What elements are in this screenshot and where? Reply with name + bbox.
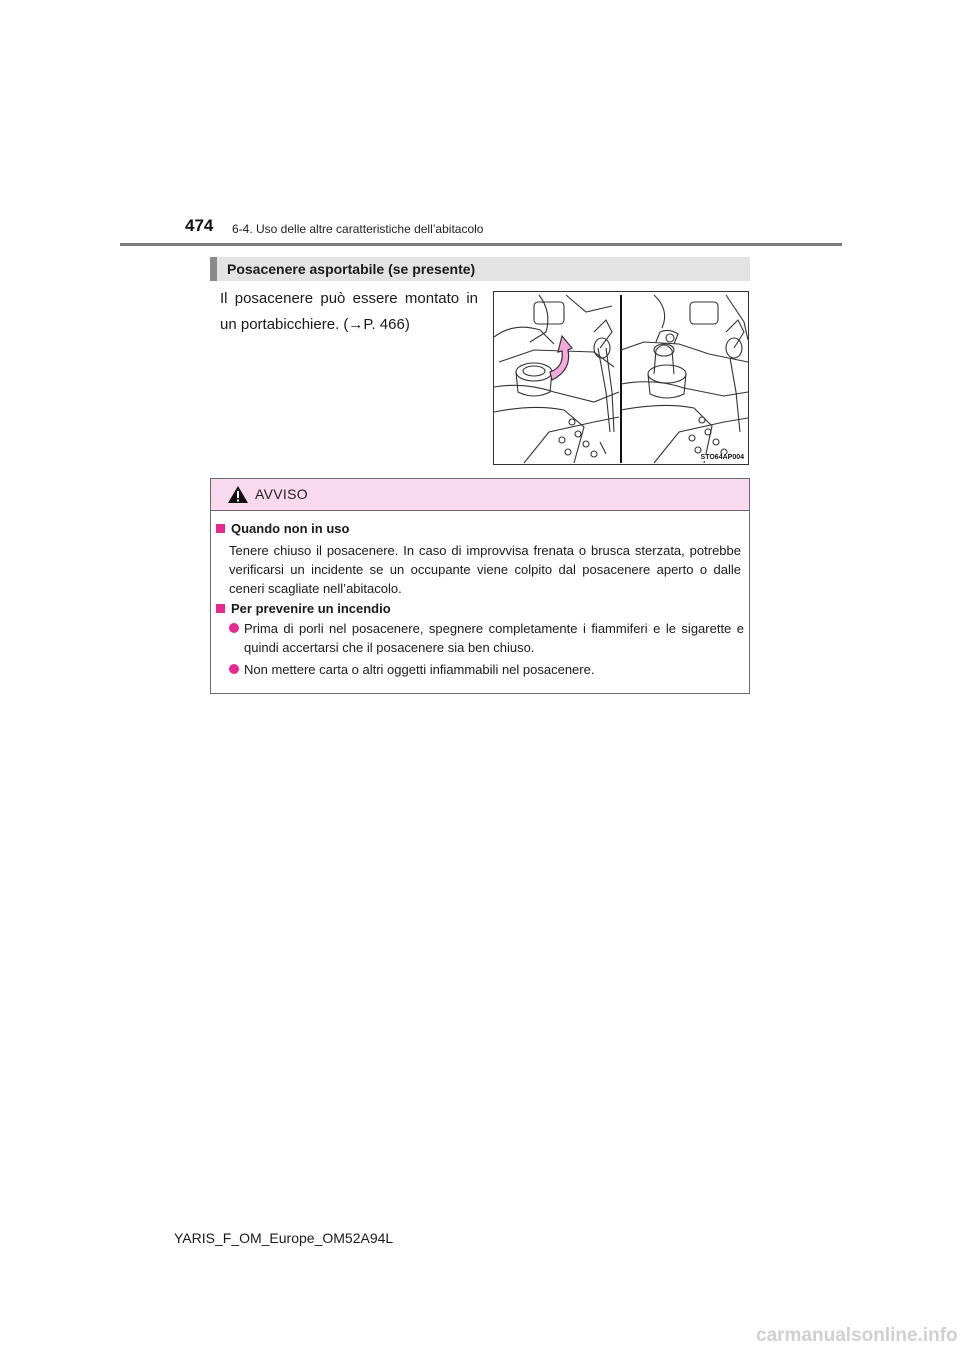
illustration-code: STO64AP004 [700, 454, 744, 461]
bullet-text: Non mettere carta o altri oggetti infiammabili nel posacenere. [244, 662, 595, 677]
document-id: YARIS_F_OM_Europe_OM52A94L [174, 1230, 394, 1246]
warning-item-heading [216, 601, 391, 616]
ashtray-drawing [494, 292, 748, 464]
warning-label: AVVISO [255, 486, 308, 502]
warning-box [210, 478, 750, 694]
square-bullet-icon [216, 524, 225, 533]
warning-item-text: Tenere chiuso il posacenere. In caso di improvvisa frenata o brusca sterzata, potrebbe verificarsi un incidente se un occupante viene colpito dal posacenere aperto o dalle ceneri scagliate nell’abitacolo. [229, 543, 741, 596]
warning-bullet [229, 619, 744, 657]
circle-bullet-icon [229, 664, 239, 674]
watermark: carmanualsonline.info [756, 1325, 958, 1346]
section-title-bar [210, 257, 750, 281]
heading-text: Per prevenire un incendio [231, 601, 391, 616]
section-accent [210, 257, 217, 281]
warning-header [211, 479, 749, 511]
page-number: 474 [185, 216, 214, 235]
section-title: Posacenere asportabile (se presente) [227, 261, 476, 277]
warning-item-heading [216, 521, 349, 536]
chapter-header: 6-4. Uso delle altre caratteristiche dell’abitacolo [232, 222, 484, 236]
ashtray-illustration [493, 291, 749, 465]
warning-bullet [229, 660, 744, 679]
heading-text: Quando non in uso [231, 521, 350, 536]
bullet-text: Prima di porli nel posacenere, spegnere completamente i fiammiferi e le sigarette e quindi accertarsi che il posacenere sia ben chiuso. [244, 621, 744, 655]
header-divider [120, 243, 842, 246]
section-body-text: Il posacenere può essere montato in un portabicchiere. (→P. 466) [220, 290, 478, 333]
warning-triangle-icon [227, 485, 249, 504]
square-bullet-icon [216, 604, 225, 613]
circle-bullet-icon [229, 623, 239, 633]
